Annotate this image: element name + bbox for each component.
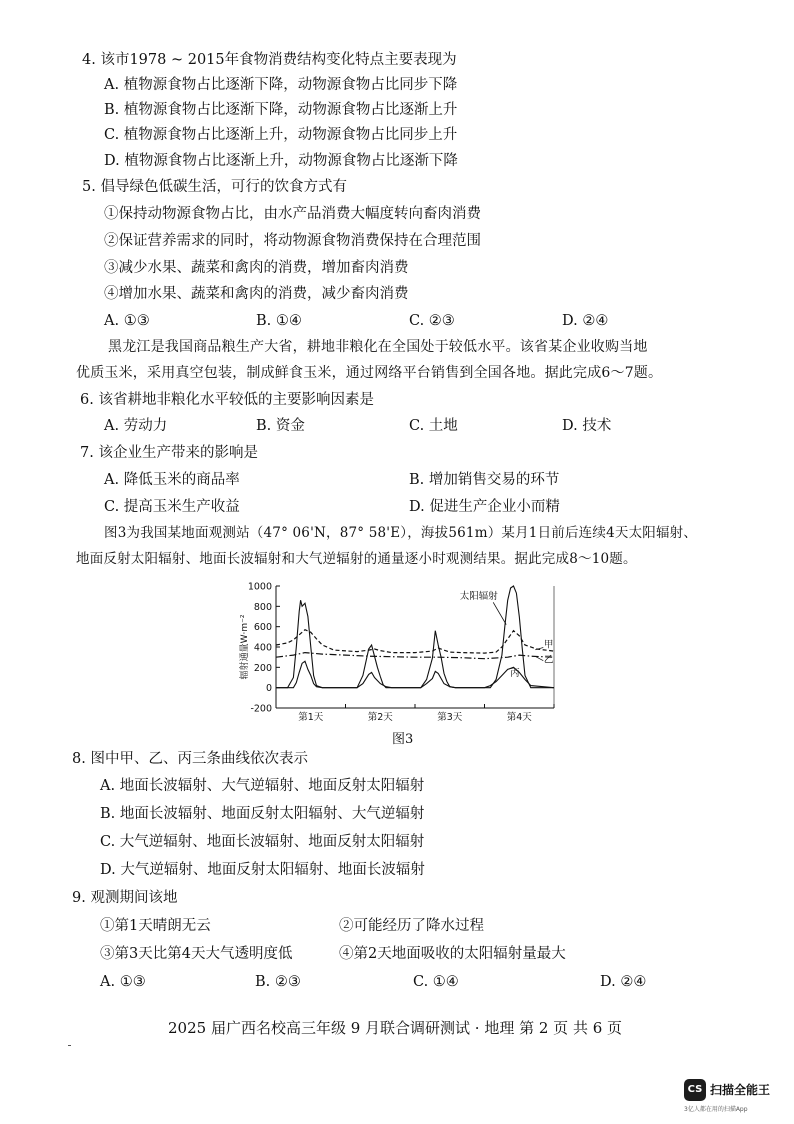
question-6-option-d: D. 技术	[562, 418, 612, 434]
radiation-flux-chart	[234, 576, 574, 724]
question-5-option-b: B. ①④	[256, 313, 302, 329]
question-4-option-d: D. 植物源食物占比逐渐上升，动物源食物占比逐渐下降	[104, 153, 458, 169]
day-label: 第4天	[506, 712, 532, 723]
scanner-logo-icon: CS	[684, 1079, 706, 1101]
material-6-7-line-1: 黑龙江是我国商品粮生产大省，耕地非粮化在全国处于较低水平。该省某企业收购当地	[108, 339, 648, 355]
figure-caption: 图3	[392, 732, 414, 747]
scanner-app-name: 扫描全能王	[710, 1083, 771, 1097]
series-line-2	[276, 630, 554, 653]
series-label-yi: 乙	[543, 654, 554, 666]
question-9-option-a: A. ①③	[100, 974, 146, 990]
question-9-stem: 9. 观测期间该地	[72, 890, 178, 906]
y-tick-label: -200	[250, 703, 272, 715]
question-9-item-3: ③第3天比第4天大气透明度低	[100, 946, 293, 962]
day-label: 第2天	[367, 712, 393, 723]
question-4-option-b: B. 植物源食物占比逐渐下降，动物源食物占比逐渐上升	[104, 102, 458, 118]
question-5-option-c: C. ②③	[409, 313, 455, 329]
question-7-option-a: A. 降低玉米的商品率	[104, 472, 240, 488]
y-tick-label: 800	[253, 601, 272, 613]
question-8-option-b: B. 地面长波辐射、地面反射太阳辐射、大气逆辐射	[100, 806, 425, 822]
question-6-option-c: C. 土地	[409, 418, 458, 434]
question-8-stem: 8. 图中甲、乙、丙三条曲线依次表示	[72, 751, 308, 767]
question-5-option-a: A. ①③	[104, 313, 150, 329]
series-line-3	[276, 653, 554, 659]
question-9-item-2: ②可能经历了降水过程	[339, 918, 484, 934]
question-5-item-2: ②保证营养需求的同时，将动物源食物消费保持在合理范围	[104, 233, 481, 249]
question-7-option-d: D. 促进生产企业小而精	[409, 499, 560, 515]
question-5-option-d: D. ②④	[562, 313, 609, 329]
series-label-jia: 甲	[543, 639, 554, 651]
question-6-option-a: A. 劳动力	[104, 418, 168, 434]
question-8-option-d: D. 大气逆辐射、地面反射太阳辐射、地面长波辐射	[100, 862, 425, 878]
question-4-option-a: A. 植物源食物占比逐渐下降，动物源食物占比同步下降	[104, 77, 458, 93]
question-7-stem: 7. 该企业生产带来的影响是	[80, 445, 258, 461]
question-9-item-1: ①第1天晴朗无云	[100, 918, 211, 934]
y-tick-label: 200	[253, 662, 272, 674]
day-label: 第1天	[298, 712, 324, 723]
question-8-option-c: C. 大气逆辐射、地面长波辐射、地面反射太阳辐射	[100, 834, 425, 850]
day-label: 第3天	[437, 712, 463, 723]
y-tick-label: 400	[253, 642, 272, 654]
question-8-option-a: A. 地面长波辐射、大气逆辐射、地面反射太阳辐射	[100, 778, 425, 794]
question-5-item-1: ①保持动物源食物占比，由水产品消费大幅度转向畜肉消费	[104, 206, 481, 222]
material-6-7-line-2: 优质玉米，采用真空包装，制成鲜食玉米，通过网络平台销售到全国各地。据此完成6～7题。	[76, 365, 663, 381]
question-7-option-b: B. 增加销售交易的环节	[409, 472, 560, 488]
question-9-item-4: ④第2天地面吸收的太阳辐射量最大	[339, 946, 566, 962]
page-footer: 2025 届广西名校高三年级 9 月联合调研测试 · 地理 第 2 页 共 6 页	[168, 1019, 623, 1037]
scan-speck	[68, 1045, 71, 1046]
question-7-option-c: C. 提高玉米生产收益	[104, 499, 240, 515]
question-5-item-4: ④增加水果、蔬菜和禽肉的消费，减少畜肉消费	[104, 286, 409, 302]
y-tick-label: 600	[253, 622, 272, 634]
scanner-app-slogan: 3亿人都在用的扫描App	[684, 1106, 748, 1113]
question-9-option-b: B. ②③	[255, 974, 301, 990]
material-8-10-line-2: 地面反射太阳辐射、地面长波辐射和大气逆辐射的通量逐小时观测结果。据此完成8～10题。	[76, 551, 637, 567]
annotation-pointer	[493, 602, 506, 624]
question-6-option-b: B. 资金	[256, 418, 305, 434]
material-8-10-line-1: 图3为我国某地面观测站（47° 06'N，87° 58'E），海拔561m）某月1日前后连续4天太阳辐射、	[104, 525, 698, 541]
question-9-option-c: C. ①④	[413, 974, 459, 990]
question-4-option-c: C. 植物源食物占比逐渐上升，动物源食物占比同步上升	[104, 127, 458, 143]
question-6-stem: 6. 该省耕地非粮化水平较低的主要影响因素是	[80, 392, 374, 408]
question-9-option-d: D. ②④	[600, 974, 647, 990]
y-tick-label: 0	[265, 683, 272, 695]
question-5-stem: 5. 倡导绿色低碳生活，可行的饮食方式有	[82, 179, 347, 195]
series-label-bing: 丙	[510, 667, 520, 679]
y-tick-label: 1000	[247, 581, 272, 593]
solar-radiation-label: 太阳辐射	[459, 591, 498, 603]
question-5-item-3: ③减少水果、蔬菜和禽肉的消费，增加畜肉消费	[104, 260, 409, 276]
question-4-stem: 4. 该市1978 ~ 2015年食物消费结构变化特点主要表现为	[82, 52, 457, 68]
y-axis-label: 辐射通量W·m⁻²	[240, 614, 250, 680]
